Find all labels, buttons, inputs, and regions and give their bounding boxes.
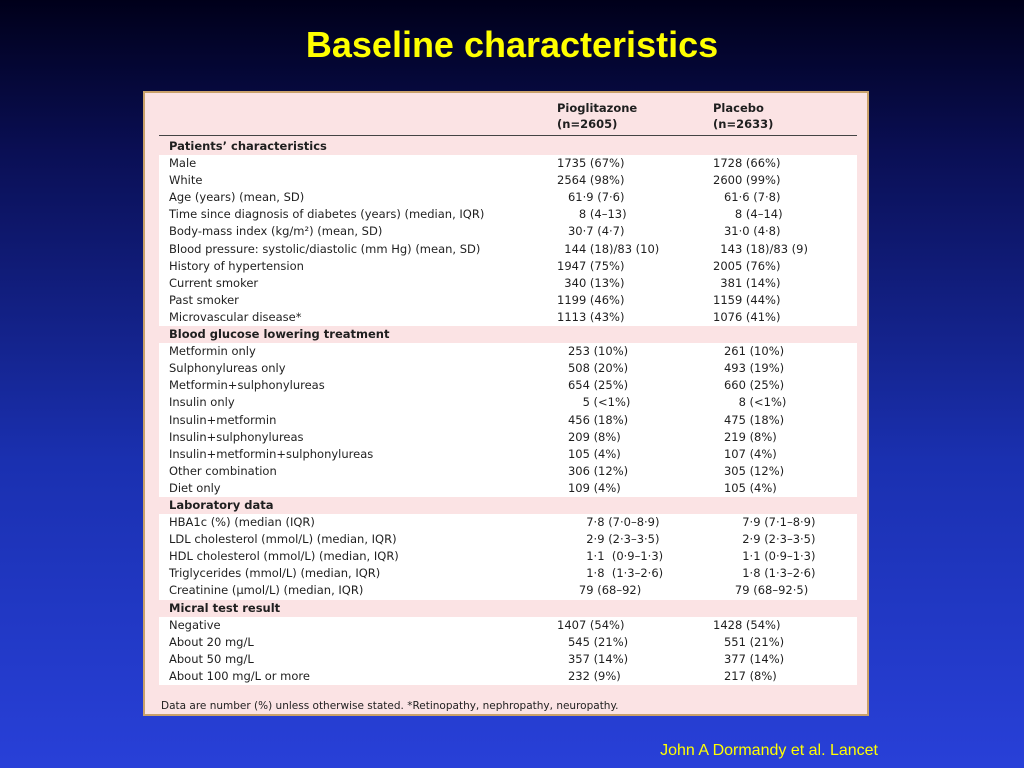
section-label: Blood glucose lowering treatment (169, 327, 390, 342)
row-label: Insulin+metformin+sulphonylureas (169, 446, 374, 461)
table-row (159, 651, 857, 668)
table-row (159, 531, 857, 548)
table-row (159, 241, 857, 258)
placebo-value: 2·9 (2·3–3·5) (713, 532, 816, 547)
row-label: About 50 mg/L (169, 651, 254, 666)
row-label: Creatinine (µmol/L) (median, IQR) (169, 583, 364, 598)
pioglitazone-value: 209 (8%) (557, 429, 621, 444)
pioglitazone-value: 1407 (54%) (557, 617, 625, 632)
placebo-value: 107 (4%) (713, 446, 777, 461)
placebo-value: 660 (25%) (713, 378, 785, 393)
header-placebo-n: (n=2633) (713, 117, 774, 131)
row-label: Current smoker (169, 275, 259, 290)
placebo-value: 105 (4%) (713, 480, 777, 495)
placebo-value: 261 (10%) (713, 344, 785, 359)
row-label: Age (years) (mean, SD) (169, 190, 305, 205)
row-label: Microvascular disease* (169, 309, 302, 324)
pioglitazone-value: 357 (14%) (557, 651, 629, 666)
placebo-value: 551 (21%) (713, 634, 785, 649)
header-pioglitazone: Pioglitazone (557, 101, 638, 115)
table-row (159, 548, 857, 565)
slide-title: Baseline characteristics (305, 24, 719, 65)
pioglitazone-value: 5 (<1%) (557, 395, 631, 410)
section-label: Micral test result (169, 600, 281, 615)
placebo-value: 1428 (54%) (713, 617, 781, 632)
section-label: Patients’ characteristics (169, 139, 327, 153)
placebo-value: 7·9 (7·1–8·9) (713, 515, 816, 530)
pioglitazone-value: 232 (9%) (557, 668, 621, 683)
row-label: Other combination (169, 463, 277, 478)
row-label: Insulin+sulphonylureas (169, 429, 304, 444)
pioglitazone-value: 8 (4–13) (557, 207, 627, 222)
table-row (159, 343, 857, 360)
table-row (159, 582, 857, 599)
pioglitazone-value: 340 (13%) (557, 275, 625, 290)
placebo-value: 475 (18%) (713, 412, 785, 427)
table-row (159, 172, 857, 189)
table-row (159, 309, 857, 326)
pioglitazone-value: 105 (4%) (557, 446, 621, 461)
row-label: Time since diagnosis of diabetes (years) (median, IQR) (169, 207, 485, 222)
row-label: HBA1c (%) (median (IQR) (169, 515, 315, 530)
pioglitazone-value: 1947 (75%) (557, 258, 625, 273)
placebo-value: 1159 (44%) (713, 292, 781, 307)
table-row (159, 360, 857, 377)
table-row (159, 668, 857, 685)
table-row (159, 155, 857, 172)
row-label: LDL cholesterol (mmol/L) (median, IQR) (169, 532, 397, 547)
table-row (159, 223, 857, 240)
row-label: Male (169, 156, 197, 171)
placebo-value: 305 (12%) (713, 463, 785, 478)
pioglitazone-value: 2564 (98%) (557, 173, 625, 188)
table-footnote: Data are number (%) unless otherwise stated. *Retinopathy, nephropathy, neuropathy. (161, 700, 619, 712)
placebo-value: 2600 (99%) (713, 173, 781, 188)
header-pioglitazone-n: (n=2605) (557, 117, 618, 131)
table-row (159, 206, 857, 223)
row-label: Insulin+metformin (169, 412, 277, 427)
pioglitazone-value: 109 (4%) (557, 480, 621, 495)
row-label: Body-mass index (kg/m²) (mean, SD) (169, 224, 383, 239)
placebo-value: 8 (4–14) (713, 207, 783, 222)
section-header (159, 600, 857, 617)
placebo-value: 8 (<1%) (713, 395, 787, 410)
pioglitazone-value: 1113 (43%) (557, 309, 625, 324)
table-row (159, 377, 857, 394)
citation: John A Dormandy et al. Lancet (660, 742, 878, 759)
placebo-value: 31·0 (4·8) (713, 224, 781, 239)
row-label: HDL cholesterol (mmol/L) (median, IQR) (169, 549, 399, 564)
placebo-value: 1·8 (1·3–2·6) (713, 566, 816, 581)
placebo-value: 217 (8%) (713, 668, 777, 683)
placebo-value: 1076 (41%) (713, 309, 781, 324)
pioglitazone-value: 79 (68–92) (557, 583, 642, 598)
placebo-value: 143 (18)/83 (9) (713, 241, 808, 256)
row-label: Negative (169, 617, 221, 632)
placebo-value: 61·6 (7·8) (713, 190, 781, 205)
row-label: White (169, 173, 203, 188)
table-row (159, 565, 857, 582)
pioglitazone-value: 1735 (67%) (557, 156, 625, 171)
table-row (159, 446, 857, 463)
table-header (159, 99, 857, 136)
table-row (159, 412, 857, 429)
placebo-value: 219 (8%) (713, 429, 777, 444)
table-row (159, 617, 857, 634)
row-label: Blood pressure: systolic/diastolic (mm Hg) (mean, SD) (169, 241, 481, 256)
table-row (159, 258, 857, 275)
table-row (159, 480, 857, 497)
pioglitazone-value: 1·8 (1·3–2·6) (557, 566, 664, 581)
pioglitazone-value: 253 (10%) (557, 344, 629, 359)
row-label: Past smoker (169, 292, 239, 307)
section-header (159, 326, 857, 343)
section-label: Laboratory data (169, 497, 274, 512)
table-row (159, 429, 857, 446)
baseline-table (143, 91, 869, 716)
pioglitazone-value: 654 (25%) (557, 378, 629, 393)
pioglitazone-value: 30·7 (4·7) (557, 224, 625, 239)
pioglitazone-value: 7·8 (7·0–8·9) (557, 515, 660, 530)
table-row (159, 292, 857, 309)
table-row (159, 514, 857, 531)
pioglitazone-value: 306 (12%) (557, 463, 629, 478)
placebo-value: 1728 (66%) (713, 156, 781, 171)
pioglitazone-value: 508 (20%) (557, 361, 629, 376)
row-label: Insulin only (169, 395, 235, 410)
section-header (159, 138, 857, 155)
table-row (159, 275, 857, 292)
table-row (159, 394, 857, 411)
placebo-value: 493 (19%) (713, 361, 785, 376)
pioglitazone-value: 1·1 (0·9–1·3) (557, 549, 664, 564)
row-label: Metformin only (169, 344, 256, 359)
row-label: History of hypertension (169, 258, 304, 273)
row-label: Triglycerides (mmol/L) (median, IQR) (169, 566, 381, 581)
pioglitazone-value: 545 (21%) (557, 634, 629, 649)
placebo-value: 381 (14%) (713, 275, 781, 290)
placebo-value: 79 (68–92·5) (713, 583, 809, 598)
pioglitazone-value: 144 (18)/83 (10) (557, 241, 660, 256)
table-row (159, 189, 857, 206)
row-label: About 100 mg/L or more (169, 668, 310, 683)
row-label: Metformin+sulphonylureas (169, 378, 325, 393)
header-placebo: Placebo (713, 101, 764, 115)
table-row (159, 634, 857, 651)
section-header (159, 497, 857, 514)
pioglitazone-value: 456 (18%) (557, 412, 629, 427)
row-label: About 20 mg/L (169, 634, 254, 649)
pioglitazone-value: 1199 (46%) (557, 292, 625, 307)
placebo-value: 2005 (76%) (713, 258, 781, 273)
placebo-value: 1·1 (0·9–1·3) (713, 549, 816, 564)
table-row (159, 463, 857, 480)
pioglitazone-value: 61·9 (7·6) (557, 190, 625, 205)
placebo-value: 377 (14%) (713, 651, 785, 666)
table-body (159, 138, 857, 685)
pioglitazone-value: 2·9 (2·3–3·5) (557, 532, 660, 547)
row-label: Diet only (169, 480, 221, 495)
row-label: Sulphonylureas only (169, 361, 286, 376)
